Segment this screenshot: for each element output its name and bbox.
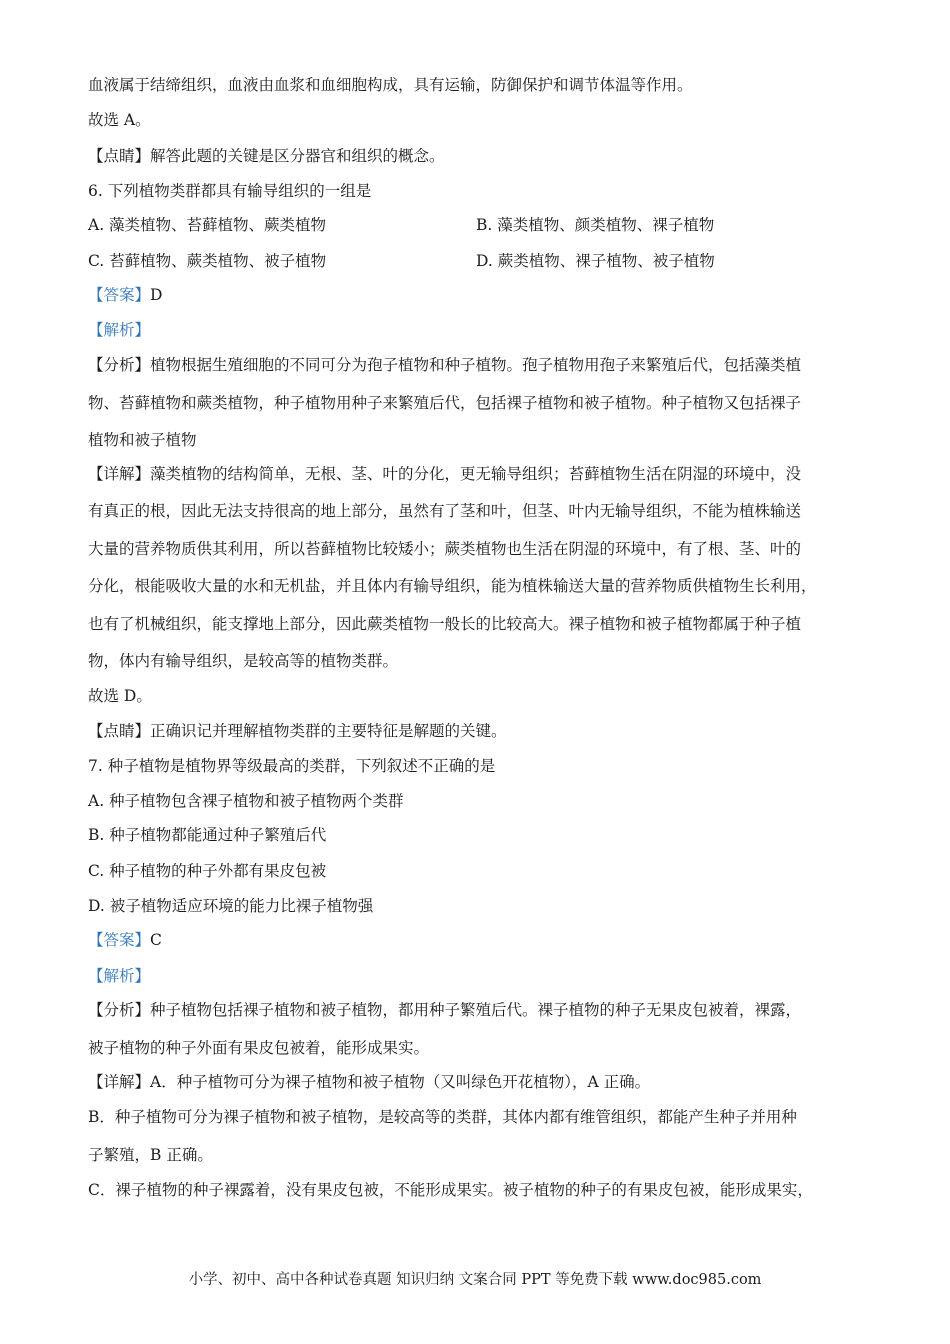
text-line: 【点睛】解答此题的关键是区分器官和组织的概念。 (88, 147, 445, 165)
option-c: C. 苔藓植物、蕨类植物、被子植物 (88, 252, 327, 270)
text-line: 【详解】A．种子植物可分为裸子植物和被子植物（又叫绿色开花植物），A 正确。 (88, 1073, 651, 1091)
text-line: 【分析】种子植物包括裸子植物和被子植物，都用种子繁殖后代。裸子植物的种子无果皮包被着，裸露， (88, 1001, 802, 1019)
text-line: 【详解】藻类植物的结构简单，无根、茎、叶的分化，更无输导组织；苔藓植物生活在阴湿的环境中，没 (88, 465, 802, 483)
text-line: 【点睛】正确识记并理解植物类群的主要特征是解题的关键。 (88, 722, 507, 740)
text-line: 故选 D。 (88, 687, 152, 705)
answer-label: 【答案】 (88, 286, 151, 304)
text-line: 被子植物的种子外面有果皮包被着，能形成果实。 (88, 1039, 430, 1057)
text-line: 【分析】植物根据生殖细胞的不同可分为孢子植物和种子植物。孢子植物用孢子来繁殖后代，包括藻类植 (88, 356, 802, 374)
answer-value: D (150, 286, 163, 304)
option-b: B. 藻类植物、颜类植物、裸子植物 (476, 216, 715, 234)
analysis-label: 【解析】 (88, 967, 151, 985)
page-footer: 小学、初中、高中各种试卷真题 知识归纳 文案合同 PPT 等免费下载 www.doc985.com (188, 1272, 762, 1288)
text-line: 分化，根能吸收大量的水和无机盐，并且体内有输导组织，能为植株输送大量的营养物质供植物生长利用， (88, 577, 817, 595)
text-line: 大量的营养物质供其利用，所以苔藓植物比较矮小；蕨类植物也生活在阴湿的环境中，有了根、茎、叶的 (88, 540, 802, 558)
text-line: 有真正的根，因此无法支持很高的地上部分，虽然有了茎和叶，但茎、叶内无输导组织，不能为植株输送 (88, 502, 802, 520)
text-line: 也有了机械组织，能支撑地上部分，因此蕨类植物一般长的比较高大。裸子植物和被子植物都属于种子植 (88, 615, 802, 633)
option-d: D. 蕨类植物、裸子植物、被子植物 (476, 252, 715, 270)
answer-line (88, 284, 162, 306)
text-line: 植物和被子植物 (88, 431, 197, 449)
text-line: 故选 A。 (88, 111, 151, 129)
text-line: 血液属于结缔组织，血液由血浆和血细胞构成，具有运输，防御保护和调节体温等作用。 (88, 76, 693, 94)
option-b: B. 种子植物都能通过种子繁殖后代 (88, 826, 327, 844)
text-line: 物，体内有输导组织，是较高等的植物类群。 (88, 652, 399, 670)
answer-label: 【答案】 (88, 931, 151, 949)
question-7: 7. 种子植物是植物界等级最高的类群，下列叙述不正确的是 (88, 757, 496, 775)
option-d: D. 被子植物适应环境的能力比裸子植物强 (88, 897, 374, 915)
question-6: 6. 下列植物类群都具有输导组织的一组是 (88, 182, 372, 200)
answer-line (88, 929, 162, 951)
answer-value: C (150, 931, 162, 949)
text-line: B．种子植物可分为裸子植物和被子植物，是较高等的类群，其体内都有维管组织，都能产生种子并用种 (88, 1108, 797, 1126)
text-line: C．裸子植物的种子裸露着，没有果皮包被，不能形成果实。被子植物的种子的有果皮包被，能形成果实， (88, 1181, 813, 1199)
option-a: A. 种子植物包含裸子植物和被子植物两个类群 (88, 792, 404, 810)
option-a: A. 藻类植物、苔藓植物、蕨类植物 (88, 216, 327, 234)
analysis-label: 【解析】 (88, 321, 151, 339)
option-c: C. 种子植物的种子外都有果皮包被 (88, 862, 327, 880)
text-line: 物、苔藓植物和蕨类植物，种子植物用种子来繁殖后代，包括裸子植物和被子植物。种子植物又包括裸子 (88, 394, 802, 412)
text-line: 子繁殖，B 正确。 (88, 1146, 213, 1164)
